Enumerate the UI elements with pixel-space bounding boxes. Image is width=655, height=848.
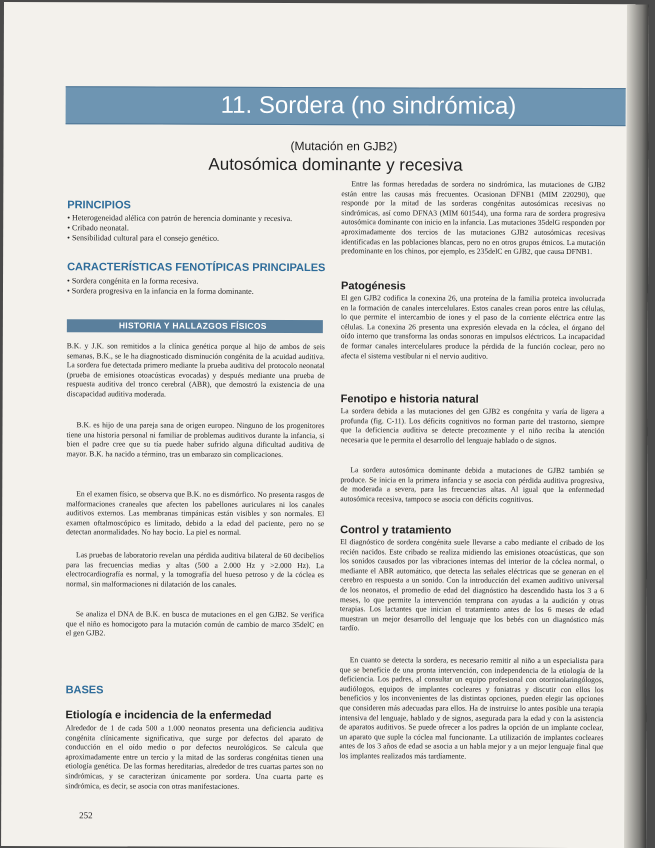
etiologia-heading: Etiología e incidencia de la enfermedad — [65, 709, 272, 722]
historia-paragraph: En el examen físico, se observa que B.K. no es dismórfico. No presenta rasgos de malformaciones craneales que afecten los pabellones auriculares ni los canales auditivos externos. Las membranas timpánicas están visibles y son normales. El examen oftalmoscópico es limitado, debido a la edad del paciente, pero no se detectan anormalidades. No hay bocio. La piel es normal. — [66, 489, 325, 538]
fenotipo-paragraph: La sordera debida a las mutaciones del gen GJB2 es congénita y varía de ligera a profunda (fig. C-11). Los déficits cognitivos no forman parte del trastorno, siempre que la deficiencia auditiva se detecte precozmente y el niño reciba la atención necesaria que le permita el desarrollo del lenguaje hablado o de signos. — [340, 406, 605, 445]
list-item: • Heterogeneidad alélica con patrón de herencia dominante y recesiva. — [67, 213, 323, 224]
control-paragraph: En cuanto se detecta la sordera, es necesario remitir al niño a un especialista para que se beneficie de una pronta intervención, con independencia de la etiología de la deficiencia. Los padres, al consultar un equipo profesional con otorrinolaringólogos, audiólogos, equipos de implantes cocleares y foniatras y discutir con ellos los beneficios y los inconvenientes de las distintas opciones, pueden elegir las opciones que consideren más adecuadas para ellos. Ha de instruirse lo antes posible una terapia intensiva del lenguaje, hablado y de signos, asegurada para la edad y con la asistencia de aparatos auditivos. Se puede ofrecer a los padres la opción de un implante coclear, un aparato que suple la cóclea mal funcionante. La utilización de implantes cocleares antes de los 3 años de edad se asocia a un habla mejor y a un mejor lenguaje final que los implantes realizados más tardíamente. — [339, 655, 604, 761]
historia-paragraph: Se analiza el DNA de B.K. en busca de mutaciones en el gen GJB2. Se verifica que el niño es homocigoto para la mutación común de cambio de marco 35delC en el gen GJB2. — [65, 609, 324, 638]
page-number: 252 — [79, 810, 93, 821]
historia-paragraph: B.K. y J.K. son remitidos a la clínica genética porque al hijo de ambos de seis semanas, B.K., se le ha diagnosticado disminución congénita de la acuidad auditiva. La sordera fue detectada primero mediante la prueba auditiva del protocolo neonatal (prueba de emisiones otoacústicas evocadas) y después mediante una prueba de respuesta auditiva del tronco cerebral (ABR), que demostró la existencia de una discapacidad auditiva moderada. — [66, 341, 325, 399]
historia-paragraph: Las pruebas de laboratorio revelan una pérdida auditiva bilateral de 60 decibelios para las frecuencias medias y altas (500 a 2.000 Hz y >2.000 Hz). La electrocardiografía es normal, y la tomografía del hueso petroso y de la cóclea es normal, sin malformaciones ni dilatación de los canales. — [65, 550, 325, 589]
control-paragraph: El diagnóstico de sordera congénita suele llevarse a cabo mediante el cribado de los recién nacidos. Este cribado se realiza midiendo las emisiones otoacústicas, que son los sonidos causados por las vibraciones internas del interior de la cóclea normal, o mediante el ABR automático, que detecta las señales eléctricas que se generan en el cerebro en respuesta a un sonido. Con la introducción del examen auditivo universal de los neonatos, el promedio de edad del diagnóstico ha descendido hasta los 3 a 6 meses, lo que permite la intervención temprana con ayudas a la audición y otras terapias. Los lactantes que inician el tratamiento antes de los 6 meses de edad muestran un mejor desarrollo del lenguaje que los bebés con un diagnóstico más tardío. — [339, 537, 605, 633]
binding-edge — [624, 4, 649, 848]
principios-heading: PRINCIPIOS — [67, 199, 131, 212]
intro-paragraph: Entre las formas heredadas de sordera no sindrómica, las mutaciones de GJB2 están entre las causas más frecuentes. Ocasionan DFNB1 (MIM 220290), que responde por la mitad de las sorderas congénitas autosómicas recesivas no sindrómicas, así como DFNA3 (MIM 601544), una forma rara de sordera progresiva autosómica dominante con inicio en la infancia. Las mutaciones 35delG responden por aproximadamente dos tercios de las mutaciones GJB2 autosómicas recesivas identificadas en las poblaciones blancas, pero no en otros grupos étnicos. La mutación predominante en los chinos, por ejemplo, es 235delC en GJB2, que causa DFNB1. — [341, 179, 606, 257]
document-page — [1, 2, 649, 848]
patogenesis-heading: Patogénesis — [340, 280, 406, 293]
list-item: • Sordera progresiva en la infancia en la forma dominante. — [67, 286, 323, 297]
bases-heading: BASES — [65, 684, 104, 697]
historia-paragraph: B.K. es hijo de una pareja sana de origen europeo. Ninguno de los progenitores tiene una historia personal ni familiar de problemas auditivos durante la infancia, si bien el padre cree que su tía puede haber sufrido alguna dificultad auditiva de mayor. B.K. ha nacido a término, tras un embarazo sin complicaciones. — [66, 420, 325, 459]
chapter-title: 11. Sordera (no sindrómica) — [220, 91, 517, 120]
historia-heading: HISTORIA Y HALLAZGOS FÍSICOS — [118, 320, 267, 331]
mutation-label: (Mutación en GJB2) — [290, 139, 398, 154]
fenotipo-heading: Fenotipo e historia natural — [340, 393, 479, 406]
list-item: • Sordera congénita en la forma recesiva. — [67, 276, 323, 287]
control-heading: Control y tratamiento — [340, 524, 452, 537]
chapter-banner — [66, 86, 626, 126]
caracteristicas-list — [67, 276, 323, 297]
list-item: • Sensibilidad cultural para el consejo genético. — [67, 233, 323, 244]
historia-heading-box — [67, 319, 323, 333]
chapter-subtitle: Autosómica dominante y recesiva — [208, 154, 463, 175]
patogenesis-text: El gen GJB2 codifica la conexina 26, una proteína de la familia proteica involucrada en la formación de canales intercelulares. Estos canales crean poros entre las células, lo que permite el intercambio de iones y el paso de la corriente eléctrica entre las células. La conexina 26 presenta una expresión elevada en la cóclea, el órgano del oído interno que transforma las ondas sonoras en impulsos eléctricos. La incapacidad de formar canales intercelulares produce la pérdida de la función coclear, pero no afecta el sistema vestibular ni el nervio auditivo. — [340, 293, 605, 361]
etiologia-text: Alrededor de 1 de cada 500 a 1.000 neonatos presenta una deficiencia auditiva congénita clínicamente significativa, que surge por defectos del aparato de conducción en el oído medio o por defectos neurológicos. Se calcula que aproximadamente entre un tercio y la mitad de las sorderas congénitas tienen una etiología genética. De las formas hereditarias, alrededor de tres cuartas partes son no sindrómicas, y se caracterizan únicamente por sordera. Una cuarta parte es sindrómica, es decir, se asocia con otras manifestaciones. — [65, 723, 324, 791]
list-item: • Cribado neonatal. — [67, 223, 323, 234]
fenotipo-paragraph: La sordera autosómica dominante debida a mutaciones de GJB2 también se produce. Se inicia en la primera infancia y se asocia con pérdida auditiva progresiva, de moderada a severa, para las frecuencias altas. Al igual que la enfermedad autosómica recesiva, tampoco se asocia con déficits cognitivos. — [340, 465, 605, 504]
caracteristicas-heading: CARACTERÍSTICAS FENOTÍPICAS PRINCIPALES — [67, 261, 326, 275]
principios-list — [67, 213, 323, 244]
